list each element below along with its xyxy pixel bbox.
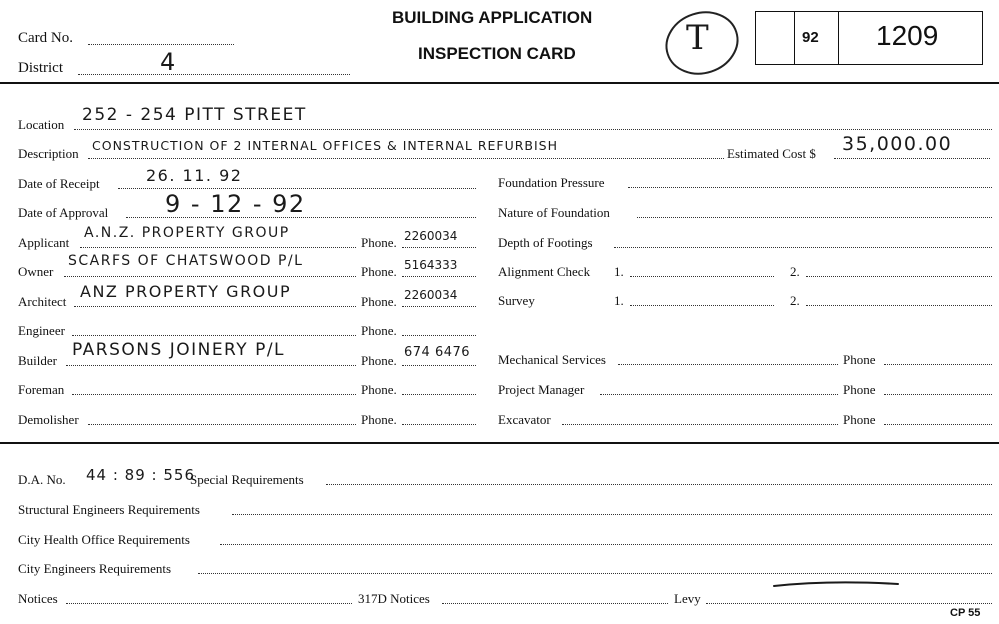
foreman-line [72, 394, 356, 395]
levy-handwritten-stroke [770, 578, 910, 590]
description-value: CONSTRUCTION OF 2 INTERNAL OFFICES & INTERNAL REFURBISH [92, 138, 559, 153]
title-line-1: BUILDING APPLICATION [392, 8, 593, 27]
section-rule [0, 442, 999, 444]
project-manager-label: Project Manager [498, 382, 585, 397]
survey-one-line [630, 305, 774, 306]
foreman-label: Foreman [18, 382, 65, 397]
architect-label: Architect [18, 294, 67, 309]
estimated-cost-value: 35,000.00 [842, 133, 953, 155]
district-label: District [18, 60, 63, 76]
applicant-value: A.N.Z. PROPERTY GROUP [84, 225, 290, 241]
date-approval-value: 9 - 12 - 92 [165, 190, 306, 218]
card-number: 1209 [876, 20, 939, 51]
excavator-line [562, 424, 838, 425]
nature-foundation-line [637, 217, 992, 218]
header-rule [0, 82, 999, 84]
notices-317d-line [442, 603, 668, 604]
district-value: 4 [160, 48, 177, 76]
survey-two: 2. [790, 293, 800, 308]
applicant-phone-label: Phone. [361, 235, 397, 250]
engineer-label: Engineer [18, 323, 65, 338]
applicant-label: Applicant [18, 235, 70, 250]
card-year: 92 [802, 29, 819, 46]
foreman-phone-line [402, 394, 476, 395]
mechanical-services-line [618, 364, 838, 365]
district-line [78, 74, 350, 75]
architect-line [74, 306, 356, 307]
da-no-label: D.A. No. [18, 472, 66, 487]
estimated-cost-line [834, 158, 990, 159]
date-approval-label: Date of Approval [18, 205, 109, 220]
depth-footings-line [614, 247, 992, 248]
special-requirements-label: Special Requirements [190, 472, 304, 487]
project-manager-phone-label: Phone [843, 382, 876, 397]
mechanical-services-label: Mechanical Services [498, 352, 606, 367]
box-divider-2 [838, 11, 839, 65]
builder-line [66, 365, 356, 366]
notices-317d-label: 317D Notices [358, 591, 430, 606]
date-receipt-label: Date of Receipt [18, 176, 100, 191]
owner-line [64, 276, 356, 277]
city-health-label: City Health Office Requirements [18, 532, 190, 547]
mechanical-phone-label: Phone [843, 352, 876, 367]
card-number-box [755, 11, 983, 65]
structural-engineers-line [232, 514, 992, 515]
city-engineers-label: City Engineers Requirements [18, 561, 172, 576]
builder-phone-label: Phone. [361, 353, 397, 368]
box-divider-1 [794, 11, 795, 65]
owner-value: SCARFS OF CHATSWOOD P/L [68, 253, 304, 269]
date-receipt-value: 26. 11. 92 [146, 166, 243, 185]
date-receipt-line [118, 188, 476, 189]
alignment-two: 2. [790, 264, 800, 279]
demolisher-phone-label: Phone. [361, 412, 397, 427]
special-requirements-line [326, 484, 992, 485]
form-code: CP 55 [950, 607, 981, 619]
structural-engineers-label: Structural Engineers Requirements [18, 502, 200, 517]
card-no-label: Card No. [18, 30, 73, 46]
engineer-phone-line [402, 335, 476, 336]
owner-phone-line [402, 276, 476, 277]
circled-mark: T [686, 18, 711, 58]
survey-two-line [806, 305, 992, 306]
excavator-phone-line [884, 424, 992, 425]
card-no-line [88, 44, 234, 45]
excavator-phone-label: Phone [843, 412, 876, 427]
applicant-phone-line [402, 247, 476, 248]
architect-phone: 2260034 [404, 288, 458, 302]
city-health-line [220, 544, 992, 545]
applicant-line [80, 247, 356, 248]
excavator-label: Excavator [498, 412, 551, 427]
foundation-pressure-line [628, 187, 992, 188]
owner-label: Owner [18, 264, 54, 279]
depth-footings-label: Depth of Footings [498, 235, 593, 250]
architect-value: ANZ PROPERTY GROUP [80, 282, 292, 301]
demolisher-phone-line [402, 424, 476, 425]
demolisher-line [88, 424, 356, 425]
builder-value: PARSONS JOINERY P/L [72, 340, 286, 360]
mechanical-phone-line [884, 364, 992, 365]
owner-phone: 5164333 [404, 258, 458, 272]
builder-phone: 674 6476 [404, 345, 471, 360]
alignment-one: 1. [614, 264, 624, 279]
notices-line [66, 603, 352, 604]
title-line-2: INSPECTION CARD [418, 44, 576, 63]
levy-line [706, 603, 992, 604]
engineer-line [72, 335, 356, 336]
owner-phone-label: Phone. [361, 264, 397, 279]
architect-phone-line [402, 306, 476, 307]
project-manager-phone-line [884, 394, 992, 395]
location-value: 252 - 254 PITT STREET [82, 105, 307, 125]
description-line [88, 158, 724, 159]
location-label: Location [18, 117, 65, 132]
builder-label: Builder [18, 353, 57, 368]
foundation-pressure-label: Foundation Pressure [498, 175, 605, 190]
builder-phone-line [402, 365, 476, 366]
survey-label: Survey [498, 293, 535, 308]
estimated-cost-label: Estimated Cost $ [727, 146, 816, 161]
engineer-phone-label: Phone. [361, 323, 397, 338]
architect-phone-label: Phone. [361, 294, 397, 309]
project-manager-line [600, 394, 838, 395]
nature-foundation-label: Nature of Foundation [498, 205, 610, 220]
da-no-value: 44 : 89 : 556 [86, 466, 195, 484]
alignment-check-label: Alignment Check [498, 264, 591, 279]
survey-one: 1. [614, 293, 624, 308]
levy-label: Levy [674, 591, 701, 606]
city-engineers-line [198, 573, 992, 574]
foreman-phone-label: Phone. [361, 382, 397, 397]
description-label: Description [18, 146, 79, 161]
location-line [74, 129, 992, 130]
notices-label: Notices [18, 591, 58, 606]
demolisher-label: Demolisher [18, 412, 79, 427]
alignment-one-line [630, 276, 774, 277]
applicant-phone: 2260034 [404, 229, 458, 243]
alignment-two-line [806, 276, 992, 277]
